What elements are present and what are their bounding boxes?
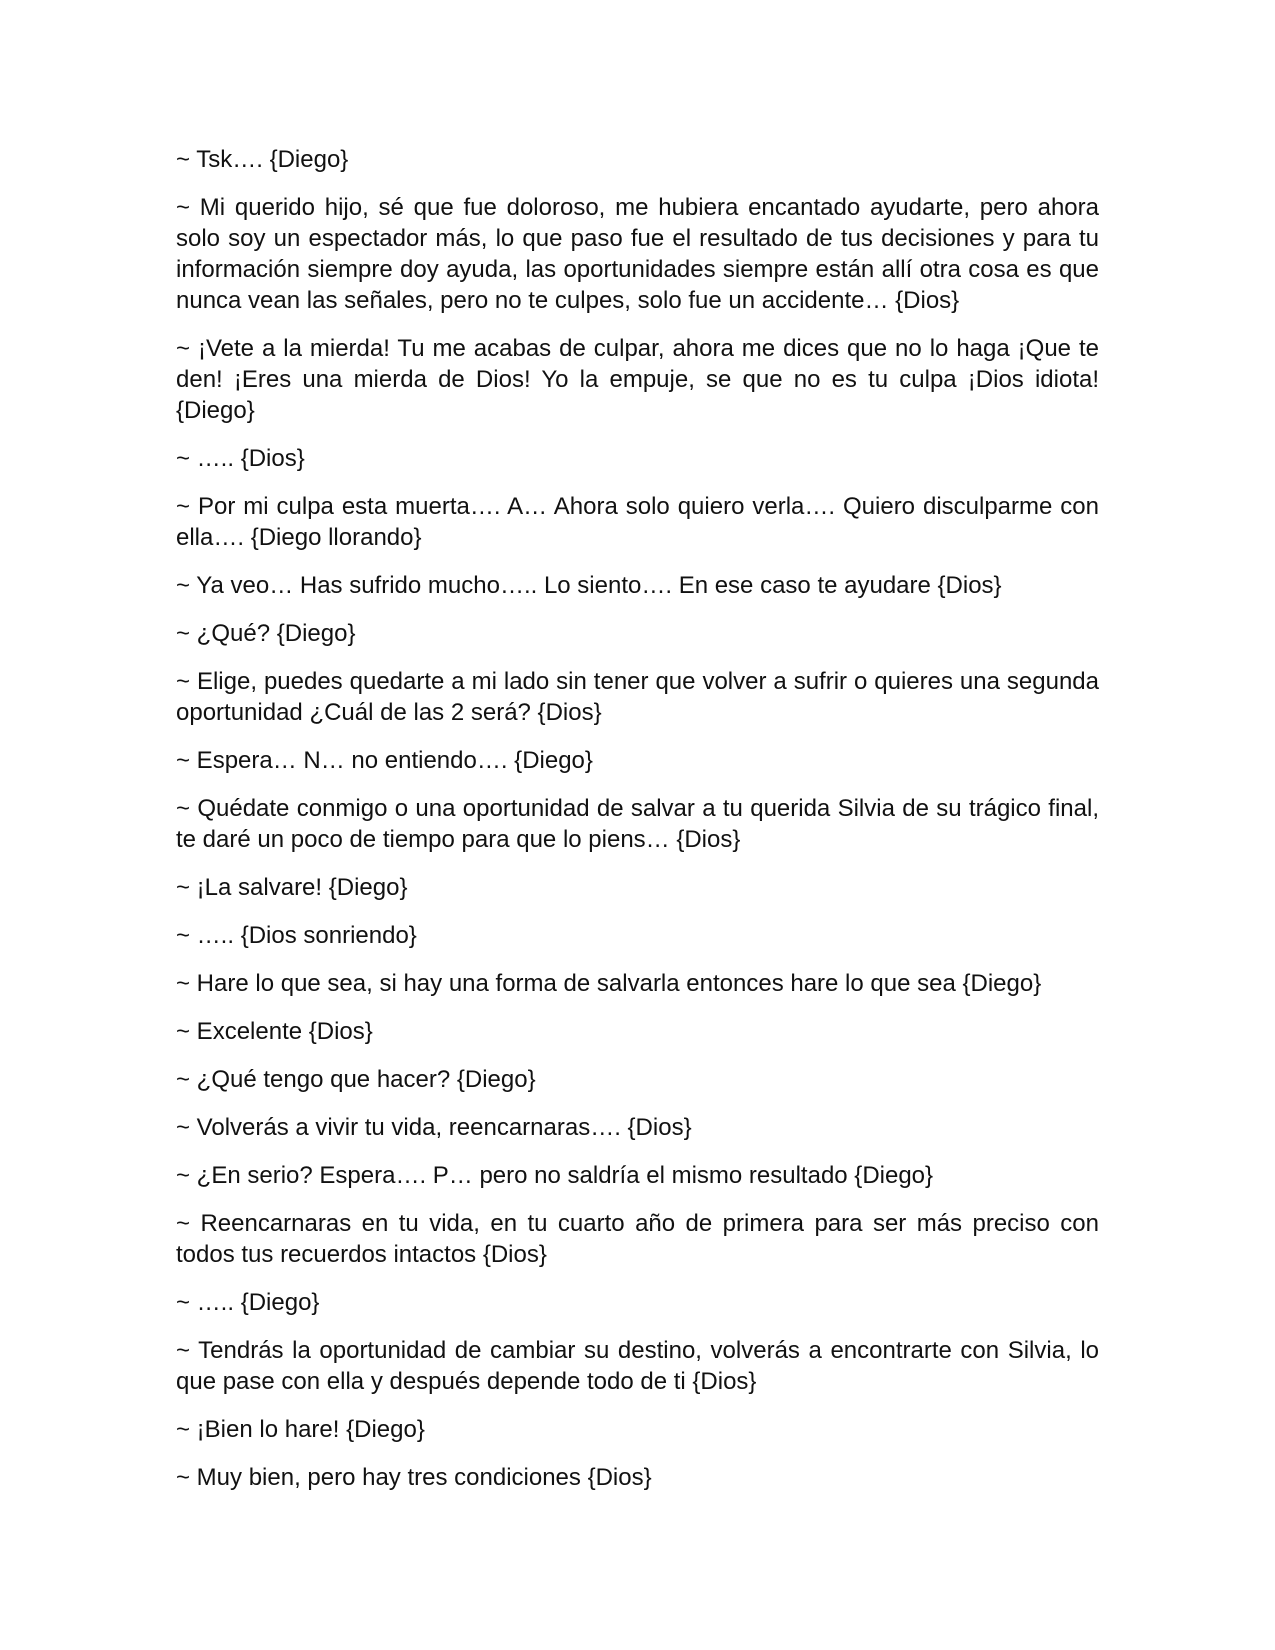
dialogue-line: ~ Ya veo… Has sufrido mucho….. Lo siento…. En ese caso te ayudare {Dios} [176,572,1002,599]
dialogue-line: ~ ¡La salvare! {Diego} [176,874,408,901]
dialogue-line: ~ Hare lo que sea, si hay una forma de salvarla entonces hare lo que sea {Diego} [176,970,1042,997]
dialogue-line: ~ Por mi culpa esta muerta…. A… Ahora solo quiero verla…. Quiero disculparme con ella…. {Diego llorando} [176,493,1099,551]
dialogue-line: ~ ….. {Diego} [176,1289,320,1316]
dialogue-line: ~ ….. {Dios} [176,445,305,472]
dialogue-line: ~ Espera… N… no entiendo…. {Diego} [176,747,593,774]
dialogue-line: ~ Tendrás la oportunidad de cambiar su destino, volverás a encontrarte con Silvia, lo que pase con ella y después depende todo de ti {Dios} [176,1337,1099,1395]
document-body [176,144,1099,1510]
dialogue-line: ~ Volverás a vivir tu vida, reencarnaras…. {Dios} [176,1114,692,1141]
dialogue-line: ~ ….. {Dios sonriendo} [176,922,417,949]
dialogue-line: ~ Tsk…. {Diego} [176,146,349,173]
dialogue-line: ~ ¡Vete a la mierda! Tu me acabas de culpar, ahora me dices que no lo haga ¡Que te den! ¡Eres una mierda de Dios! Yo la empuje, se que no es tu culpa ¡Dios idiota! {Diego} [176,335,1099,424]
dialogue-line: ~ ¿Qué? {Diego} [176,620,356,647]
dialogue-line: ~ Quédate conmigo o una oportunidad de salvar a tu querida Silvia de su trágico final, te daré un poco de tiempo para que lo piens… {Dios} [176,795,1099,853]
dialogue-line: ~ ¡Bien lo hare! {Diego} [176,1416,425,1443]
dialogue-line: ~ Mi querido hijo, sé que fue doloroso, me hubiera encantado ayudarte, pero ahora solo soy un espectador más, lo que paso fue el resultado de tus decisiones y para tu información siempre doy ayuda, las oportunidades siempre están allí otra cosa es que nunca vean las señales, pero no te culpes, solo fue un accidente… {Dios} [176,194,1099,314]
dialogue-line: ~ Excelente {Dios} [176,1018,373,1045]
dialogue-line: ~ ¿Qué tengo que hacer? {Diego} [176,1066,536,1093]
dialogue-line: ~ ¿En serio? Espera…. P… pero no saldría el mismo resultado {Diego} [176,1162,934,1189]
dialogue-line: ~ Muy bien, pero hay tres condiciones {Dios} [176,1464,652,1491]
dialogue-line: ~ Elige, puedes quedarte a mi lado sin tener que volver a sufrir o quieres una segunda oportunidad ¿Cuál de las 2 será? {Dios} [176,668,1099,726]
dialogue-line: ~ Reencarnaras en tu vida, en tu cuarto año de primera para ser más preciso con todos tus recuerdos intactos {Dios} [176,1210,1099,1268]
